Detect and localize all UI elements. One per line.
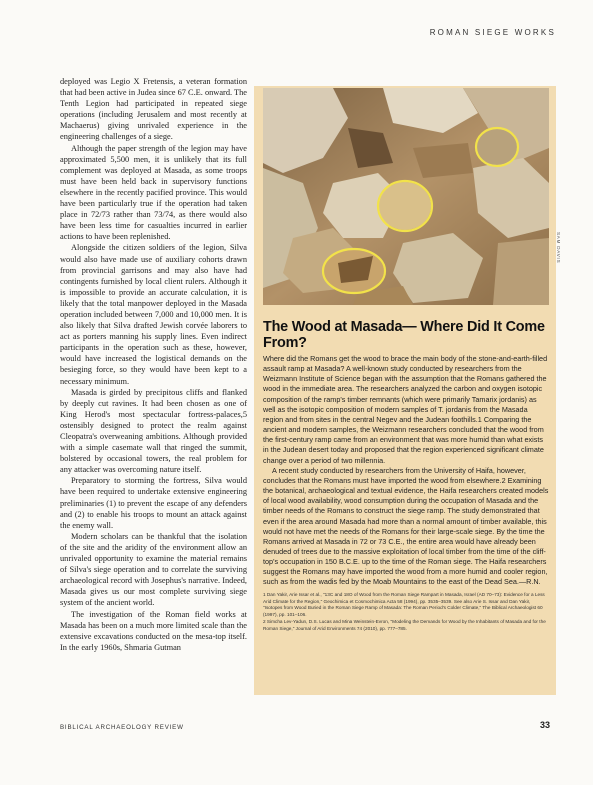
sidebar-body (263, 354, 549, 588)
sidebar-text (263, 319, 549, 633)
article-paragraph: deployed was Legio X Fretensis, a veteran formation that had been active in Judea since 67 C.E. onward. The Tenth Legion had participated in repeated siege operations (including Jerusalem and most recently at Machaerus) giving unrivaled experience in the engineering challenges of a siege. (60, 77, 247, 142)
page-number: 33 (540, 720, 551, 730)
article-paragraph: Alongside the citizen soldiers of the legion, Silva would also have made use of auxiliary cohorts drawn from provincial garrisons and may also have had contingents furnished by local client rulers. Although it is impossible to provide an accurate calculation, it is likely that the total manpower deployed in the Masada operation included between 7,000 and 10,000 men. It is also likely that Silva drafted Jewish corvée laborers to act as porters manning his supply lines. Even indirect participants in the operation such as these, however, would have increased the logistical demands on the besieging force, so they would have been kept to a necessary minimum. (60, 243, 247, 386)
article-paragraph: Masada is girded by precipitous cliffs and flanked by deeply cut ravines. It had been chosen as one of King Herod's most spectacular fortress-palaces,5 ostensibly designed to protect the realm against Cleopatra's overweaning ambitions. Although provided with a simple casemate wall that ringed the summit, bolstered by occasional towers, the real problem for any attacker was overcoming nature itself. (60, 387, 247, 475)
endnote: 2 Simcha Lev-Yadun, D.S. Lucas and Mina Weinstein-Evron, "Modeling the Demands for Wood by the Inhabitants of Masada and for the Roman Siege," Journal of Arid Environments 74 (2010), pp. 777–785. (263, 619, 546, 632)
article-paragraph: Preparatory to storming the fortress, Silva would have been required to undertake extensive engineering preliminaries (1) to prevent the escape of any defenders and (2) to enable his troops to mount an attack against the enemy wall. (60, 476, 247, 530)
article-column (60, 76, 247, 653)
running-head: ROMAN SIEGE WORKS (429, 28, 556, 37)
article-paragraph: Modern scholars can be thankful that the isolation of the site and the aridity of the environment allow an unrivaled opportunity to examine the material remains of Silva's siege operation and to correlate the surviving archaeological record with Josephus's narrative. Indeed, Masada gives us our most complete surviving siege system of the ancient world. (60, 531, 247, 608)
endnote: 1 Dan Yakir, Arie Issar et al., "13C and 18O of Wood from the Roman Siege Rampart in Masada, Israel (AD 70–73): Evidence for a Less Arid Climate for the Region," Geochimica et Cosmochimica Acta 58 (1994), pp. 3535–3539. See also Arie S. Issar and Dan Yakir, "Isotopes from Wood Buried in the Roman Siege Ramp of Masada: The Roman Period's Colder Climate," The Biblical Archaeologist 60 (1997), pp. 101–106. (263, 591, 545, 618)
sidebar-box (254, 86, 561, 695)
magazine-name: BIBLICAL ARCHAEOLOGY REVIEW (60, 724, 184, 731)
article-paragraph: The investigation of the Roman field works at Masada has been on a much more limited scale than the extensive excavations conducted on the mesa-top itself. In the early 1960s, Shmaria Gutman (60, 609, 247, 652)
article-paragraph: Although the paper strength of the legion may have approximated 5,500 men, it is unlikely that its full complement was deployed at Masada, as some troops must have been held back in supervisory functions elsewhere in the recently pacified province. This would have been particularly true if the operation had taken place in 72/73 rather than 73/74, as there would also have been less time for casualties incurred in earlier actions to have been replenished. (60, 143, 247, 242)
photo-credit: SAM DAVIS (556, 232, 561, 264)
sidebar-title: The Wood at Masada— Where Did It Come From? (263, 319, 545, 351)
siege-ramp-wood-photo (263, 88, 549, 305)
sidebar-notes (263, 592, 549, 633)
sidebar-paragraph: A recent study conducted by researchers from the University of Haifa, however, concludes that the Romans must have imported the wood from elsewhere.2 Examining the botanical, archaeological and textual evidence, the Haifa researchers created models of local wood availability, wood consumption during the occupation of Masada and the timber needs of the Romans to construct the siege ramp. The study demonstrated that even if the area around Masada had more than a normal amount of timber available, this would not have met the needs of the Romans for their large-scale siege. By the time the Romans arrived at Masada in 72 or 73 C.E., the entire area would have already been denuded of trees due to the massive exploitation of local timber from the time of the cliff-top's occupation in 150 B.C.E. up to the time of the Roman siege. The Haifa researchers suggest the Romans may have imported the wood from a more humid and cooler region, such as from the wadis fed by the Moab Mountains to the east of the Dead Sea.—R.N. (263, 465, 549, 587)
sidebar-paragraph: Where did the Romans get the wood to brace the main body of the stone-and-earth-filled assault ramp at Masada? A well-known study conducted by researchers from the Weizmann Institute of Science began with the assumption that the Romans gathered the wood in the immediate area. The researchers analyzed the carbon and oxygen isotopic composition of the ramp's timber remnants (which were primarily Tamarix jordanis) as well as the isotopic composition of modern samples of T. jordanis from the Masada region and from sites in the central Negev and the Judean foothills.1 Comparing the ancient and modern samples, the Weizmann researchers concluded that the wood from the first-century ramp came from an environment that was more humid than what exists in the Judean desert today and proposed that the region experienced significant climate change over a period of two millennia. (263, 354, 548, 465)
